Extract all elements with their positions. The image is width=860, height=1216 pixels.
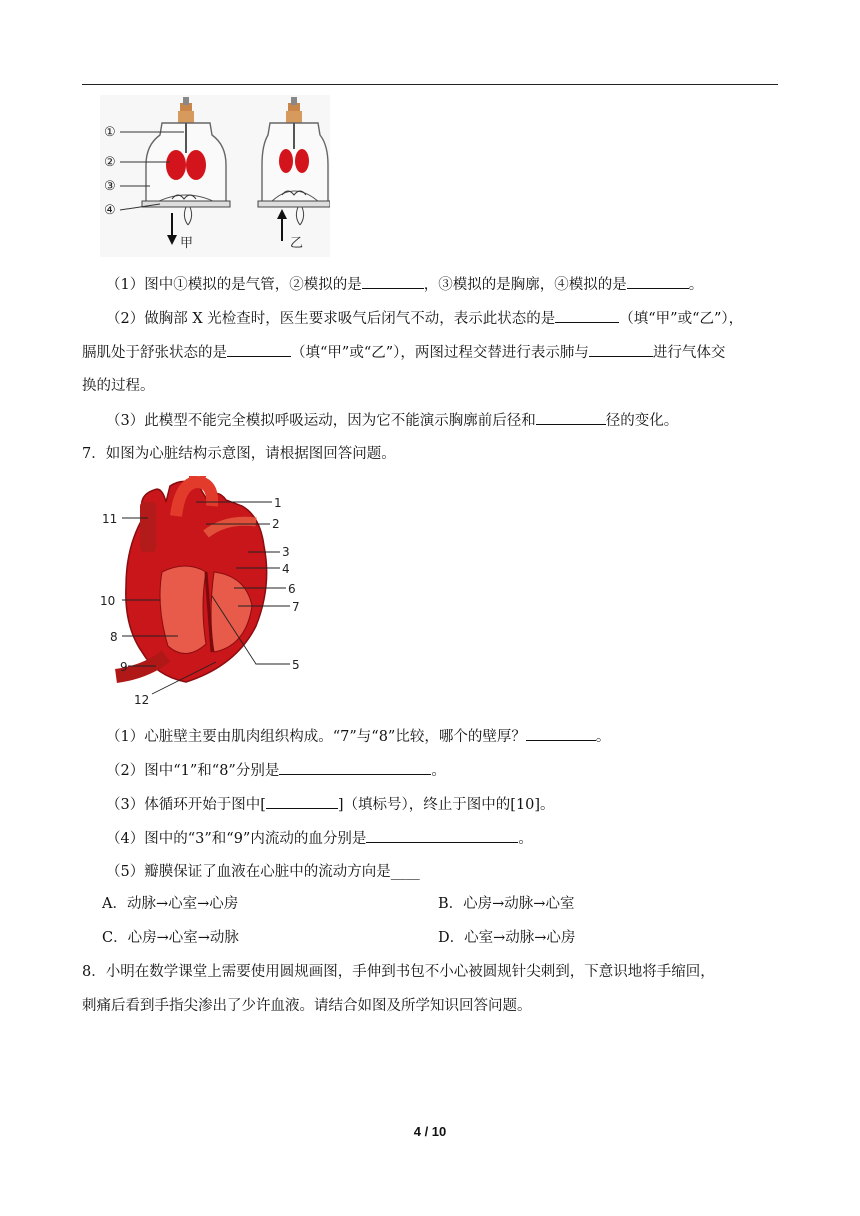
q7-s4-text-a: （4）图中的“3”和“9”内流动的血分别是 bbox=[106, 831, 367, 847]
option-a[interactable]: A．动脉→心室→心房 bbox=[102, 896, 239, 912]
q6-p1-text-c: 。 bbox=[688, 277, 704, 293]
q6-blank-relaxed[interactable] bbox=[227, 342, 291, 357]
q7-s1-text-b: 。 bbox=[595, 729, 611, 745]
q6-blank-diaphragm[interactable] bbox=[627, 274, 689, 289]
heart-label-11: 11 bbox=[102, 512, 118, 526]
q6-p1-text-a: （1）图中①模拟的是气管，②模拟的是 bbox=[106, 277, 362, 293]
lung-label-3: ③ bbox=[104, 178, 116, 193]
caption-jia: 甲 bbox=[180, 235, 194, 250]
q6-p3-text-a: （3）此模型不能完全模拟呼吸运动，因为它不能演示胸廓前后径和 bbox=[106, 413, 536, 429]
q6-p2-text-b: （填“甲”或“乙”）， bbox=[619, 311, 744, 327]
caption-yi: 乙 bbox=[290, 235, 304, 250]
heart-label-10: 10 bbox=[100, 594, 116, 608]
lung-model-figure bbox=[100, 95, 330, 257]
q7-sub2 bbox=[82, 760, 806, 781]
q6-p2-text-d: （填“甲”或“乙”），两图过程交替进行表示肺与 bbox=[291, 345, 589, 361]
q7-sub5: （5）瓣膜保证了血液在心脏中的流动方向是____ bbox=[106, 864, 420, 880]
q7-s1-text-a: （1）心脏壁主要由肌肉组织构成。“7”与“8”比较，哪个的壁厚？ bbox=[106, 729, 526, 745]
heart-label-7: 7 bbox=[292, 600, 300, 614]
q7-sub4 bbox=[82, 828, 806, 849]
q6-part2-line2 bbox=[82, 342, 782, 363]
heart-label-5: 5 bbox=[292, 658, 300, 672]
q7-s3-text-a: （3）体循环开始于图中[ bbox=[106, 797, 266, 813]
q7-blank-thicker[interactable] bbox=[526, 726, 596, 741]
option-c[interactable]: C．心房→心室→动脉 bbox=[102, 930, 239, 946]
q7-stem: 7．如图为心脏结构示意图，请根据图回答问题。 bbox=[82, 446, 396, 462]
q6-part2-line3 bbox=[82, 376, 782, 396]
q6-p3-text-b: 径的变化。 bbox=[605, 413, 679, 429]
q7-sub1 bbox=[82, 726, 806, 747]
q7-blank-start[interactable] bbox=[266, 794, 338, 809]
q6-blank-diameter[interactable] bbox=[536, 410, 606, 425]
q6-part3 bbox=[82, 410, 806, 431]
q6-p2-text-c: 膈肌处于舒张状态的是 bbox=[82, 345, 227, 361]
heart-label-9: 9 bbox=[120, 660, 128, 674]
q6-blank-exchange[interactable] bbox=[589, 342, 653, 357]
heart-label-1: 1 bbox=[274, 496, 282, 510]
q6-part2-line1 bbox=[82, 308, 806, 329]
heart-label-2: 2 bbox=[272, 517, 280, 531]
q6-blank-state[interactable] bbox=[555, 308, 619, 323]
q7-s4-text-b: 。 bbox=[518, 831, 533, 847]
q6-p1-text-b: ，③模拟的是胸廓，④模拟的是 bbox=[423, 277, 627, 293]
q7-blank-names[interactable] bbox=[279, 760, 431, 775]
lung-label-2: ② bbox=[104, 154, 116, 169]
option-d[interactable]: D．心室→动脉→心房 bbox=[438, 930, 576, 946]
q8-line1: 8．小明在数学课堂上需要使用圆规画图，手伸到书包不小心被圆规针尖刺到，下意识地将手缩回， bbox=[82, 964, 715, 980]
q7-s3-text-b: ]（填标号），终止于图中的[10]。 bbox=[337, 797, 555, 813]
heart-label-8: 8 bbox=[110, 630, 118, 644]
heart-figure bbox=[96, 476, 316, 710]
page-number: 4 / 10 bbox=[413, 1124, 447, 1139]
lung-label-1: ① bbox=[104, 124, 116, 139]
heart-label-3: 3 bbox=[282, 545, 290, 559]
q7-sub3 bbox=[82, 794, 806, 815]
q7-s2-text-b: 。 bbox=[431, 763, 446, 779]
heart-label-6: 6 bbox=[288, 582, 296, 596]
q6-part1 bbox=[82, 274, 806, 295]
q6-p2-text-f: 换的过程。 bbox=[82, 378, 155, 394]
q8-line2: 刺痛后看到手指尖渗出了少许血液。请结合如图及所学知识回答问题。 bbox=[82, 998, 532, 1014]
heart-label-4: 4 bbox=[282, 562, 290, 576]
q7-blank-blood[interactable] bbox=[366, 828, 518, 843]
q7-s2-text-a: （2）图中“1”和“8”分别是 bbox=[106, 763, 280, 779]
q6-p2-text-e: 进行气体交 bbox=[652, 345, 726, 361]
option-b[interactable]: B．心房→动脉→心室 bbox=[438, 896, 575, 912]
header-rule bbox=[82, 84, 778, 85]
lung-label-4: ④ bbox=[104, 202, 116, 217]
q6-p2-text-a: （2）做胸部 X 光检查时，医生要求吸气后闭气不动，表示此状态的是 bbox=[106, 311, 556, 327]
heart-label-12: 12 bbox=[134, 693, 150, 707]
q6-blank-lung[interactable] bbox=[362, 274, 424, 289]
